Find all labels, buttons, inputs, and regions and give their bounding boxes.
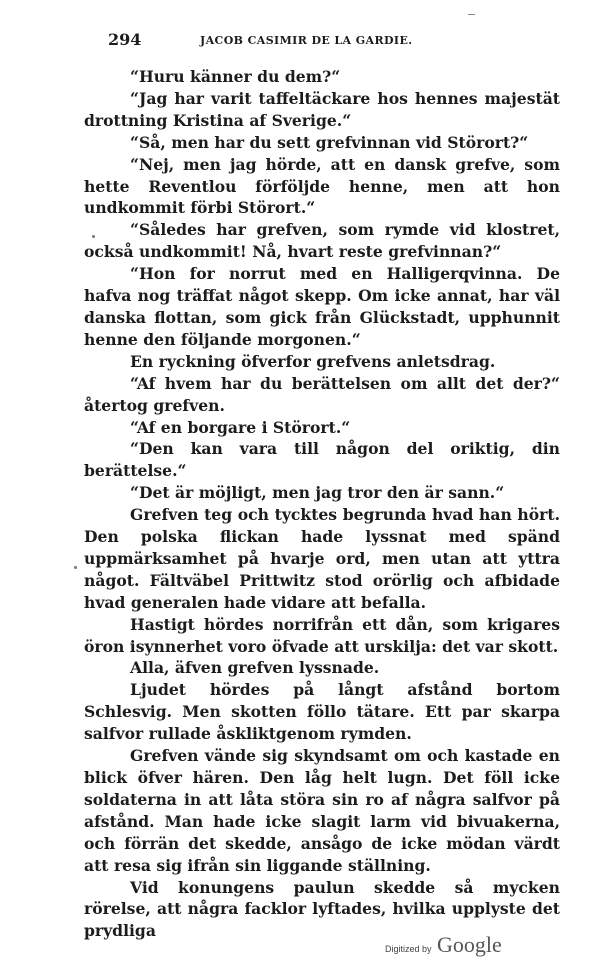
paragraph: Hastigt hördes norrifrån ett dån, som krigares öron isynnerhet voro öfvade att urskilja: det var skott. bbox=[84, 614, 560, 656]
paragraph: Grefven teg och tycktes begrunda hvad han hört. Den polska flickan hade lyssnat med spänd uppmärksamhet på hvarje ord, men utan att yttra något. Fältväbel Prittwitz stod orörlig och afbidade hvad generalen hade vidare att befalla. bbox=[84, 505, 560, 612]
body-text bbox=[84, 66, 560, 942]
paragraph: “Det är möjligt, men jag tror den är sann.“ bbox=[130, 483, 505, 503]
margin-dot bbox=[74, 566, 77, 569]
page-header bbox=[108, 30, 568, 52]
paragraph: “Således har grefven, som rymde vid klostret, också undkommit! Nå, hvart reste grefvinnan?“ bbox=[84, 220, 560, 262]
paragraph: Grefven vände sig skyndsamt om och kastade en blick öfver hären. Den låg helt lugn. Det föll icke soldaterna in att låta störa sin ro af några salfvor på afstånd. Man hade icke slagit larm vid bivuakerna, och förrän det skedde, ansågo de icke mödan värdt att resa sig ifrån sin liggande ställning. bbox=[84, 746, 560, 875]
paragraph: “Af hvem har du berättelsen om allt det der?“ återtog grefven. bbox=[84, 373, 560, 415]
paragraph: “Den kan vara till någon del oriktig, din berättelse.“ bbox=[84, 439, 560, 481]
paragraph: Alla, äfven grefven lyssnade. bbox=[130, 658, 380, 678]
running-head: JACOB CASIMIR DE LA GARDIE. bbox=[200, 34, 413, 47]
top-dash bbox=[468, 14, 475, 15]
digitized-by-label: Digitized by bbox=[385, 944, 432, 954]
paragraph: “Hon for norrut med en Halligerqvinna. De hafva nog träffat något skepp. Om icke annat, har väl danska flottan, som gick från Glückstadt, upphunnit henne den följande morgonen.“ bbox=[84, 264, 560, 349]
margin-dot bbox=[92, 235, 95, 238]
paragraph: “Så, men har du sett grefvinnan vid Störort?“ bbox=[130, 132, 529, 152]
digitization-footer bbox=[385, 932, 585, 962]
paragraph: Ljudet hördes på långt afstånd bortom Schlesvig. Men skotten föllo tätare. Ett par skarpa salfvor rullade åskliktgenom rymden. bbox=[84, 680, 560, 744]
paragraph: “Huru känner du dem?“ bbox=[130, 67, 341, 86]
paragraph: “Af en borgare i Störort.“ bbox=[130, 417, 351, 437]
paragraph: En ryckning öfverfor grefvens anletsdrag. bbox=[130, 351, 496, 371]
paragraph: “Nej, men jag hörde, att en dansk grefve, som hette Reventlou förföljde henne, men att hon undkommit förbi Störort.“ bbox=[84, 154, 560, 218]
google-logo: Google bbox=[437, 932, 502, 957]
page-number: 294 bbox=[108, 30, 142, 49]
paragraph: Vid konungens paulun skedde så mycken rörelse, att några facklor lyftades, hvilka upplyste det prydliga bbox=[84, 877, 560, 941]
paragraph: “Jag har varit taffeltäckare hos hennes majestät drottning Kristina af Sverige.“ bbox=[84, 88, 560, 130]
